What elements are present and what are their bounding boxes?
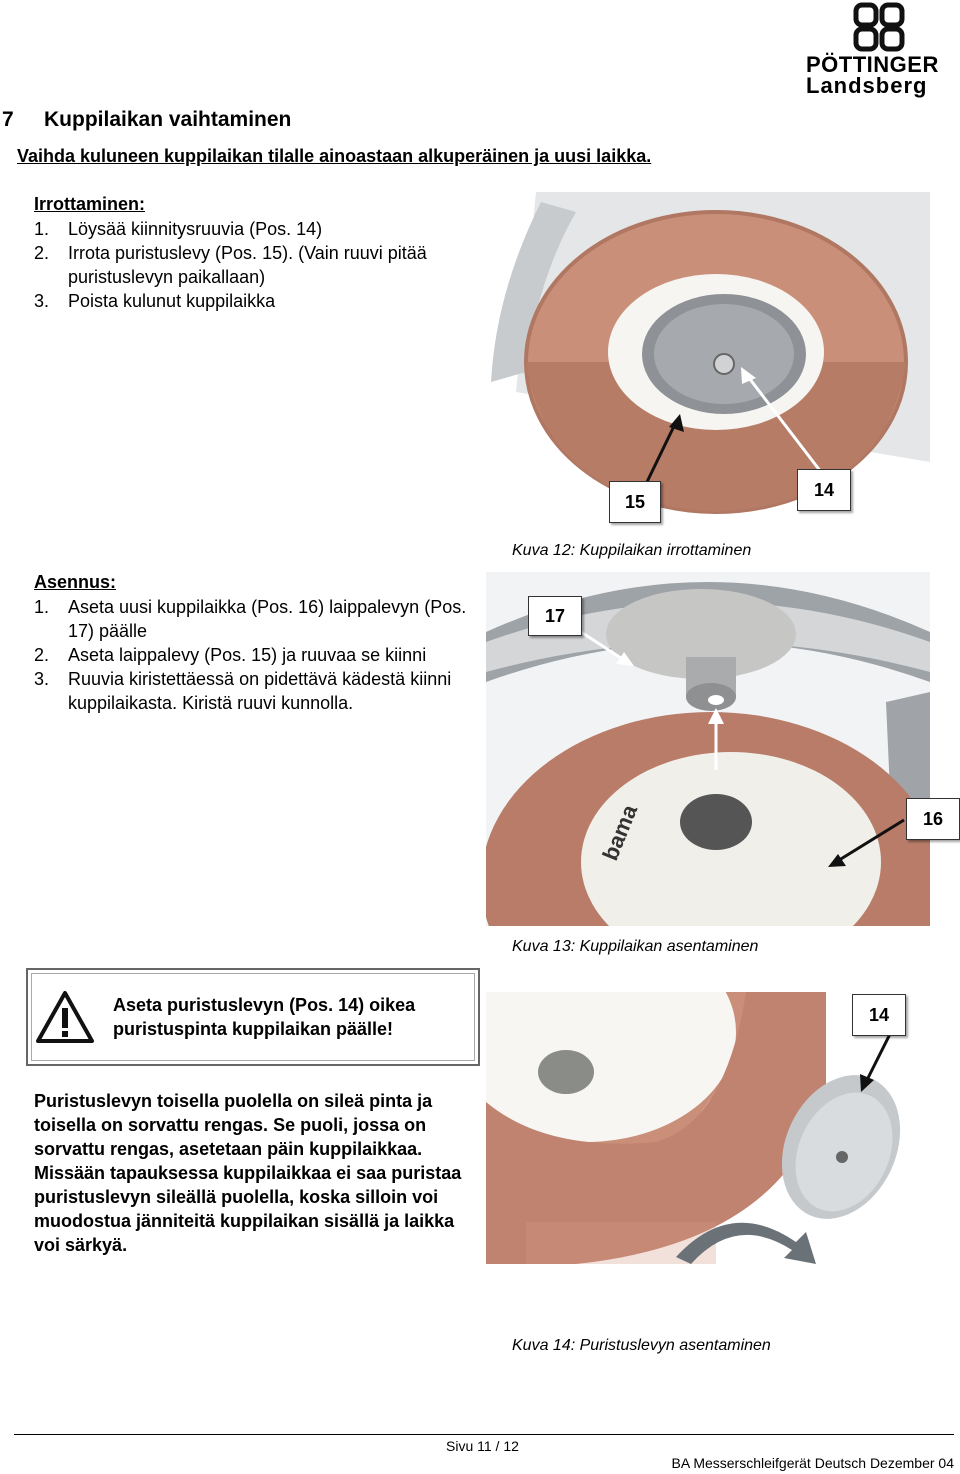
figure-12-caption: Kuva 12: Kuppilaikan irrottaminen (512, 542, 752, 559)
warning-text: Aseta puristuslevyn (Pos. 14) oikea puristuspinta kuppilaikan päälle! (113, 995, 416, 1039)
install-steps (34, 595, 474, 715)
list-item: 3. Poista kulunut kuppilaikka (34, 291, 276, 311)
figure-12-label-15: 15 (609, 481, 661, 523)
logo-line-2: Landsberg (806, 73, 928, 98)
list-item: 2. Aseta laippalevy (Pos. 15) ja ruuvaa se kiinni (34, 645, 427, 665)
figure-14-caption: Kuva 14: Puristuslevyn asentaminen (512, 1337, 771, 1354)
footer-divider (14, 1434, 954, 1435)
section-title (2, 108, 291, 132)
list-item: 1. Aseta uusi kuppilaikka (Pos. 16) laippalevyn (Pos. 17) päälle (34, 597, 467, 641)
list-item: 2. Irrota puristuslevy (Pos. 15). (Vain ruuvi pitää puristuslevyn paikallaan) (34, 243, 427, 287)
logo-mark-icon (800, 2, 960, 58)
removal-heading: Irrottaminen: (34, 194, 146, 214)
figure-14-label-14: 14 (852, 994, 906, 1036)
intro-text: Vaihda kuluneen kuppilaikan tilalle ainoastaan alkuperäinen ja uusi laikka. (17, 146, 652, 166)
pottinger-logo (800, 2, 960, 98)
figure-13-caption: Kuva 13: Kuppilaikan asentaminen (512, 938, 759, 955)
section-number: 7 (2, 108, 14, 131)
removal-section (34, 194, 454, 313)
install-section (34, 572, 474, 715)
figure-12-photo (486, 192, 930, 528)
figure-13-label-17: 17 (528, 596, 582, 636)
list-item: 3. Ruuvia kiristettäessä on pidettävä kädestä kiinni kuppilaikasta. Kiristä ruuvi kunnolla. (34, 669, 452, 713)
logo-line-1: PÖTTINGER (806, 52, 939, 77)
figure-13-arrow-16 (824, 810, 914, 880)
figure-12-label-14: 14 (797, 469, 851, 511)
wheel-brand-text: bama (597, 801, 643, 864)
pressure-plate-paragraph: Puristuslevyn toisella puolella on sileä pinta ja toisella on sorvattu rengas. Se puoli, jossa on sorvattu rengas, asetetaan päin kuppilaikkaa. Missään tapauksessa kuppilaikkaa ei saa puristaa puristuslevyn sileällä puolella, koska silloin voi muodostua jänniteitä kuppilaikan sisällä ja laikka voi särkyä. (34, 1091, 462, 1255)
figure-13-label-16: 16 (906, 798, 960, 840)
section-title-text: Kuppilaikan vaihtaminen (44, 108, 292, 131)
footer-page-number: Sivu 11 / 12 (446, 1438, 519, 1454)
install-heading: Asennus: (34, 572, 117, 592)
warning-triangle-icon (35, 990, 95, 1044)
list-item: 1. Löysää kiinnitysruuvia (Pos. 14) (34, 219, 323, 239)
removal-steps (34, 217, 454, 313)
footer-document-title: BA Messerschleifgerät Deutsch Dezember 04 (671, 1455, 954, 1471)
